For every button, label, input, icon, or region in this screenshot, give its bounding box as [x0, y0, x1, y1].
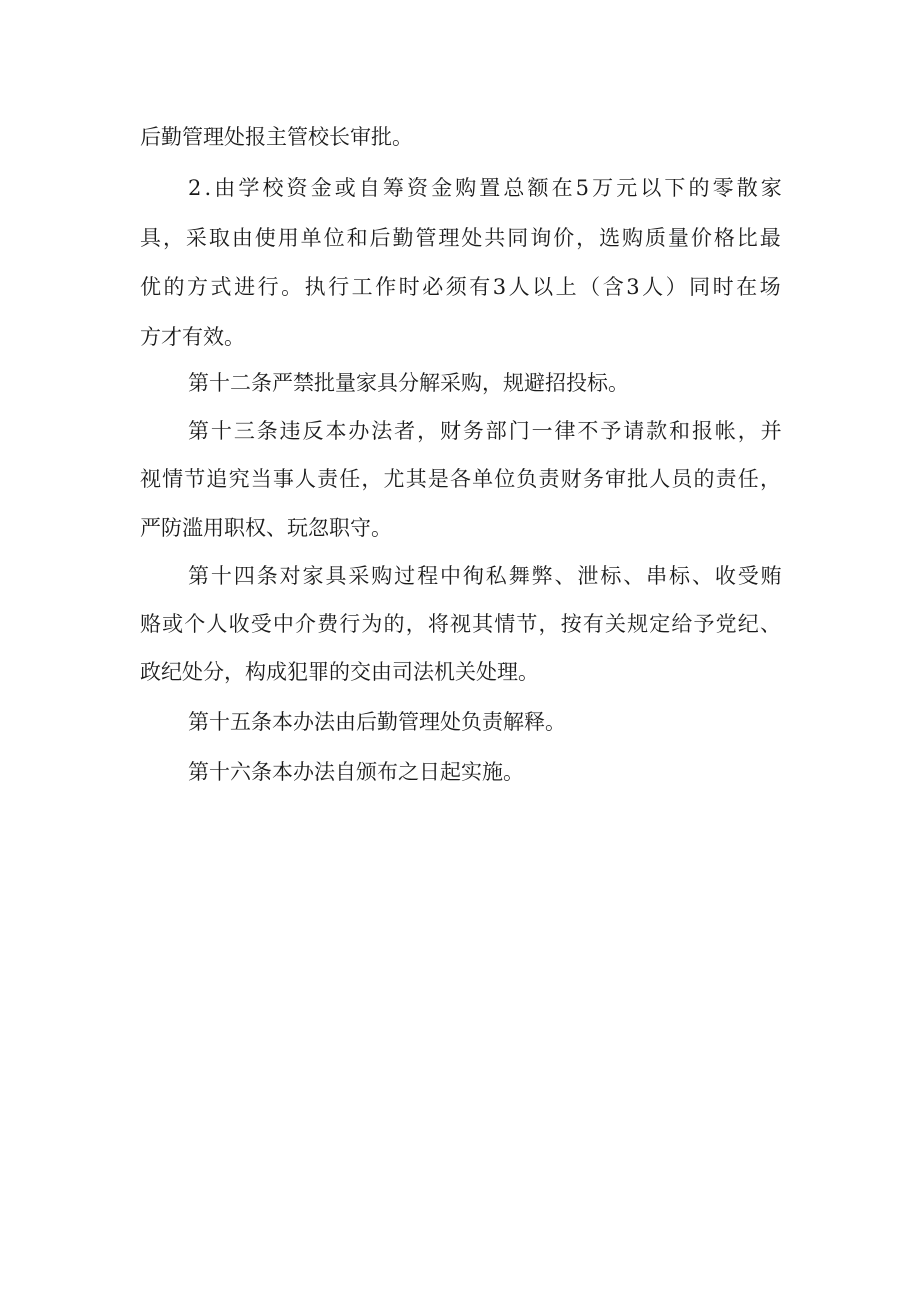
- text-line: 政纪处分，构成犯罪的交由司法机关处理。: [140, 660, 539, 684]
- text-line: 第十二条严禁批量家具分解采购，规避招投标。: [188, 371, 629, 395]
- text-line: 方才有效。: [140, 325, 245, 349]
- text-line: 第十六条本办法自颁布之日起实施。: [188, 760, 524, 784]
- text-line: 第 十 三 条 违 反 本 办 法 者 ， 财 务 部 门 一 律 不 予 请 款 和 报 帐 ， 并: [188, 419, 782, 443]
- text-line: 优 的 方 式 进 行 。 执 行 工 作 时 必 须 有 3 人 以 上 （ 含 3 人 ） 同 时 在 场: [140, 275, 781, 299]
- text-line: 严防滥用职权、玩忽职守。: [140, 516, 392, 540]
- text-line: 第十五条本办法由后勤管理处负责解释。: [188, 710, 566, 734]
- text-line: 赂 或 个 人 收 受 中 介 费 行 为 的 ， 将 视 其 情 节 ， 按 有 关 规 定 给 予 党 纪 、: [140, 612, 781, 636]
- text-line: 视 情 节 追 究 当 事 人 责 任 ， 尤 其 是 各 单 位 负 责 财 务 审 批 人 员 的 责 任 ，: [140, 467, 781, 491]
- text-line: 第 十 四 条 对 家 具 采 购 过 程 中 徇 私 舞 弊 、 泄 标 、 串 标 、 收 受 贿: [188, 564, 782, 588]
- text-line: 2 . 由 学 校 资 金 或 自 筹 资 金 购 置 总 额 在 5 万 元 以 下 的 零 散 家: [188, 176, 782, 200]
- text-line: 具 ， 采 取 由 使 用 单 位 和 后 勤 管 理 处 共 同 询 价 ， 选 购 质 量 价 格 比 最: [140, 226, 781, 250]
- text-line: 后勤管理处报主管校长审批。: [140, 125, 413, 149]
